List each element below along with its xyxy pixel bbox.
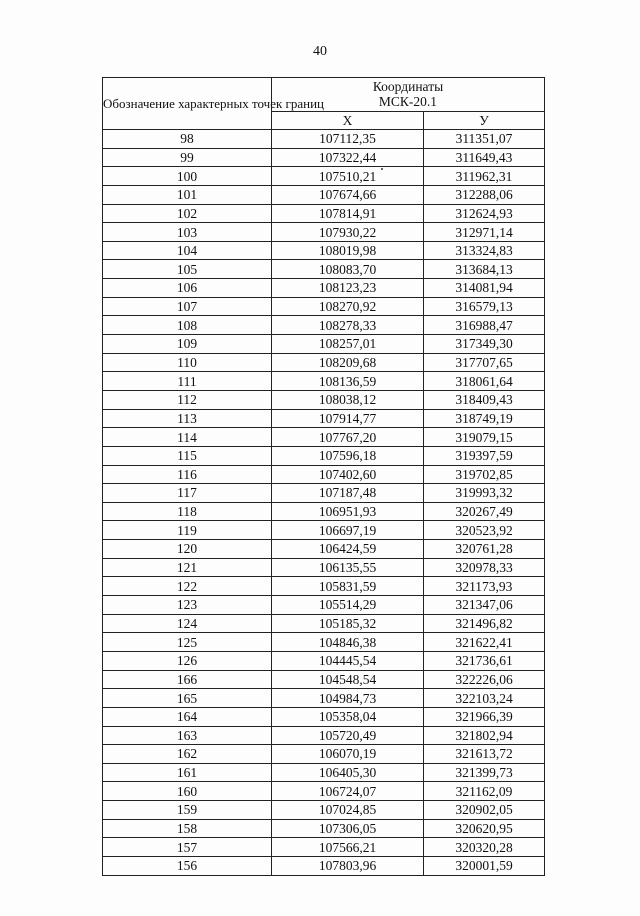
x-coordinate-cell: 107566,21	[272, 838, 424, 857]
point-number-cell: 102	[103, 204, 272, 223]
point-number-cell: 110	[103, 353, 272, 372]
x-coordinate-cell: 107767,20	[272, 428, 424, 447]
point-number-cell: 166	[103, 670, 272, 689]
table-row	[103, 297, 545, 316]
point-number-cell: 114	[103, 428, 272, 447]
table-row	[103, 726, 545, 745]
x-column-header: Х	[272, 111, 424, 129]
point-number-cell: 108	[103, 316, 272, 335]
point-number-cell: 119	[103, 521, 272, 540]
table-row	[103, 465, 545, 484]
y-coordinate-cell: 320620,95	[424, 819, 545, 838]
y-coordinate-cell: 321347,06	[424, 596, 545, 615]
table-row	[103, 185, 545, 204]
y-coordinate-cell: 321496,82	[424, 614, 545, 633]
y-coordinate-cell: 321802,94	[424, 726, 545, 745]
x-coordinate-cell: 107112,35	[272, 130, 424, 149]
table-row	[103, 651, 545, 670]
x-coordinate-cell: 107187,48	[272, 484, 424, 503]
page-number: 40	[313, 44, 327, 59]
x-coordinate-cell: 107510,21	[272, 167, 424, 186]
point-number-cell: 126	[103, 651, 272, 670]
table-row	[103, 167, 545, 186]
x-coordinate-cell: 107402,60	[272, 465, 424, 484]
y-coordinate-cell: 319397,59	[424, 446, 545, 465]
point-designation-header: Обозначение характерных точек границ	[103, 78, 272, 130]
table-row	[103, 279, 545, 298]
x-coordinate-cell: 107803,96	[272, 856, 424, 875]
point-number-cell: 111	[103, 372, 272, 391]
y-coordinate-cell: 317707,65	[424, 353, 545, 372]
stray-mark	[381, 168, 383, 170]
y-coordinate-cell: 312624,93	[424, 204, 545, 223]
table-row	[103, 801, 545, 820]
point-number-cell: 113	[103, 409, 272, 428]
y-coordinate-cell: 319702,85	[424, 465, 545, 484]
table-row	[103, 428, 545, 447]
point-number-cell: 165	[103, 689, 272, 708]
y-coordinate-cell: 318409,43	[424, 390, 545, 409]
y-coordinate-cell: 312971,14	[424, 223, 545, 242]
coordinate-system: МСК-20.1	[378, 94, 438, 110]
x-coordinate-cell: 105185,32	[272, 614, 424, 633]
y-coordinate-cell: 314081,94	[424, 279, 545, 298]
table-row	[103, 819, 545, 838]
point-number-cell: 156	[103, 856, 272, 875]
y-coordinate-cell: 313684,13	[424, 260, 545, 279]
x-coordinate-cell: 108278,33	[272, 316, 424, 335]
point-number-cell: 122	[103, 577, 272, 596]
y-coordinate-cell: 320523,92	[424, 521, 545, 540]
x-coordinate-cell: 105358,04	[272, 707, 424, 726]
point-number-cell: 161	[103, 763, 272, 782]
point-number-cell: 124	[103, 614, 272, 633]
table-row	[103, 390, 545, 409]
y-coordinate-cell: 320267,49	[424, 502, 545, 521]
y-coordinate-cell: 317349,30	[424, 335, 545, 354]
y-coordinate-cell: 319993,32	[424, 484, 545, 503]
y-coordinate-cell: 311649,43	[424, 148, 545, 167]
x-coordinate-cell: 108038,12	[272, 390, 424, 409]
x-coordinate-cell: 106951,93	[272, 502, 424, 521]
point-number-cell: 162	[103, 745, 272, 764]
y-coordinate-cell: 320761,28	[424, 540, 545, 559]
x-coordinate-cell: 108136,59	[272, 372, 424, 391]
y-coordinate-cell: 312288,06	[424, 185, 545, 204]
y-coordinate-cell: 321966,39	[424, 707, 545, 726]
table-body	[103, 130, 545, 876]
x-coordinate-cell: 105514,29	[272, 596, 424, 615]
x-coordinate-cell: 108083,70	[272, 260, 424, 279]
y-coordinate-cell: 320902,05	[424, 801, 545, 820]
x-coordinate-cell: 105831,59	[272, 577, 424, 596]
point-number-cell: 107	[103, 297, 272, 316]
y-coordinate-cell: 311351,07	[424, 130, 545, 149]
x-coordinate-cell: 107024,85	[272, 801, 424, 820]
y-coordinate-cell: 319079,15	[424, 428, 545, 447]
table-row	[103, 241, 545, 260]
x-coordinate-cell: 104445,54	[272, 651, 424, 670]
point-number-cell: 160	[103, 782, 272, 801]
x-coordinate-cell: 107306,05	[272, 819, 424, 838]
point-number-cell: 104	[103, 241, 272, 260]
point-number-cell: 123	[103, 596, 272, 615]
table-row	[103, 577, 545, 596]
table-row	[103, 763, 545, 782]
x-coordinate-cell: 108123,23	[272, 279, 424, 298]
table-header	[103, 78, 545, 130]
x-coordinate-cell: 106424,59	[272, 540, 424, 559]
x-coordinate-cell: 106697,19	[272, 521, 424, 540]
point-number-cell: 121	[103, 558, 272, 577]
x-coordinate-cell: 106135,55	[272, 558, 424, 577]
y-coordinate-cell: 320320,28	[424, 838, 545, 857]
point-number-cell: 116	[103, 465, 272, 484]
table-row	[103, 502, 545, 521]
table-row	[103, 670, 545, 689]
y-coordinate-cell: 322226,06	[424, 670, 545, 689]
table-row	[103, 372, 545, 391]
point-number-cell: 159	[103, 801, 272, 820]
point-number-cell: 163	[103, 726, 272, 745]
y-coordinate-cell: 321173,93	[424, 577, 545, 596]
x-coordinate-cell: 104984,73	[272, 689, 424, 708]
point-number-cell: 101	[103, 185, 272, 204]
table-row	[103, 204, 545, 223]
table-row	[103, 689, 545, 708]
y-coordinate-cell: 318749,19	[424, 409, 545, 428]
coordinates-table	[102, 77, 545, 876]
x-coordinate-cell: 105720,49	[272, 726, 424, 745]
table-row	[103, 614, 545, 633]
y-coordinate-cell: 320978,33	[424, 558, 545, 577]
table-row	[103, 484, 545, 503]
table-row	[103, 353, 545, 372]
table-row	[103, 260, 545, 279]
y-column-header: У	[424, 111, 545, 129]
table-row	[103, 838, 545, 857]
table-row	[103, 707, 545, 726]
y-coordinate-cell: 313324,83	[424, 241, 545, 260]
x-coordinate-cell: 108270,92	[272, 297, 424, 316]
x-coordinate-cell: 107596,18	[272, 446, 424, 465]
table-row	[103, 782, 545, 801]
table-row	[103, 148, 545, 167]
x-coordinate-cell: 104846,38	[272, 633, 424, 652]
point-number-cell: 120	[103, 540, 272, 559]
x-coordinate-cell: 107914,77	[272, 409, 424, 428]
table-row	[103, 596, 545, 615]
table-row	[103, 521, 545, 540]
x-coordinate-cell: 106405,30	[272, 763, 424, 782]
point-number-cell: 109	[103, 335, 272, 354]
point-number-cell: 118	[103, 502, 272, 521]
y-coordinate-cell: 316988,47	[424, 316, 545, 335]
table-row	[103, 745, 545, 764]
x-coordinate-cell: 107674,66	[272, 185, 424, 204]
point-number-cell: 158	[103, 819, 272, 838]
table-row	[103, 633, 545, 652]
y-coordinate-cell: 316579,13	[424, 297, 545, 316]
point-number-cell: 117	[103, 484, 272, 503]
point-number-cell: 125	[103, 633, 272, 652]
point-number-cell: 112	[103, 390, 272, 409]
point-number-cell: 106	[103, 279, 272, 298]
y-coordinate-cell: 318061,64	[424, 372, 545, 391]
y-coordinate-cell: 322103,24	[424, 689, 545, 708]
y-coordinate-cell: 321736,61	[424, 651, 545, 670]
y-coordinate-cell: 321622,41	[424, 633, 545, 652]
y-coordinate-cell: 321399,73	[424, 763, 545, 782]
table-row	[103, 558, 545, 577]
x-coordinate-cell: 107814,91	[272, 204, 424, 223]
point-number-cell: 157	[103, 838, 272, 857]
table-row	[103, 335, 545, 354]
table-row	[103, 540, 545, 559]
point-number-cell: 105	[103, 260, 272, 279]
point-number-cell: 103	[103, 223, 272, 242]
table-row	[103, 130, 545, 149]
y-coordinate-cell: 321162,09	[424, 782, 545, 801]
x-coordinate-cell: 106724,07	[272, 782, 424, 801]
y-coordinate-cell: 321613,72	[424, 745, 545, 764]
point-number-cell: 115	[103, 446, 272, 465]
x-coordinate-cell: 108019,98	[272, 241, 424, 260]
point-number-cell: 99	[103, 148, 272, 167]
y-coordinate-cell: 320001,59	[424, 856, 545, 875]
x-coordinate-cell: 107322,44	[272, 148, 424, 167]
point-number-cell: 100	[103, 167, 272, 186]
x-coordinate-cell: 104548,54	[272, 670, 424, 689]
table-row	[103, 856, 545, 875]
x-coordinate-cell: 108257,01	[272, 335, 424, 354]
point-number-cell: 164	[103, 707, 272, 726]
point-number-cell: 98	[103, 130, 272, 149]
x-coordinate-cell: 108209,68	[272, 353, 424, 372]
table-row	[103, 446, 545, 465]
table-row	[103, 223, 545, 242]
table-row	[103, 409, 545, 428]
x-coordinate-cell: 106070,19	[272, 745, 424, 764]
y-coordinate-cell: 311962,31	[424, 167, 545, 186]
coordinates-title: Координаты	[372, 79, 444, 95]
table-row	[103, 316, 545, 335]
x-coordinate-cell: 107930,22	[272, 223, 424, 242]
